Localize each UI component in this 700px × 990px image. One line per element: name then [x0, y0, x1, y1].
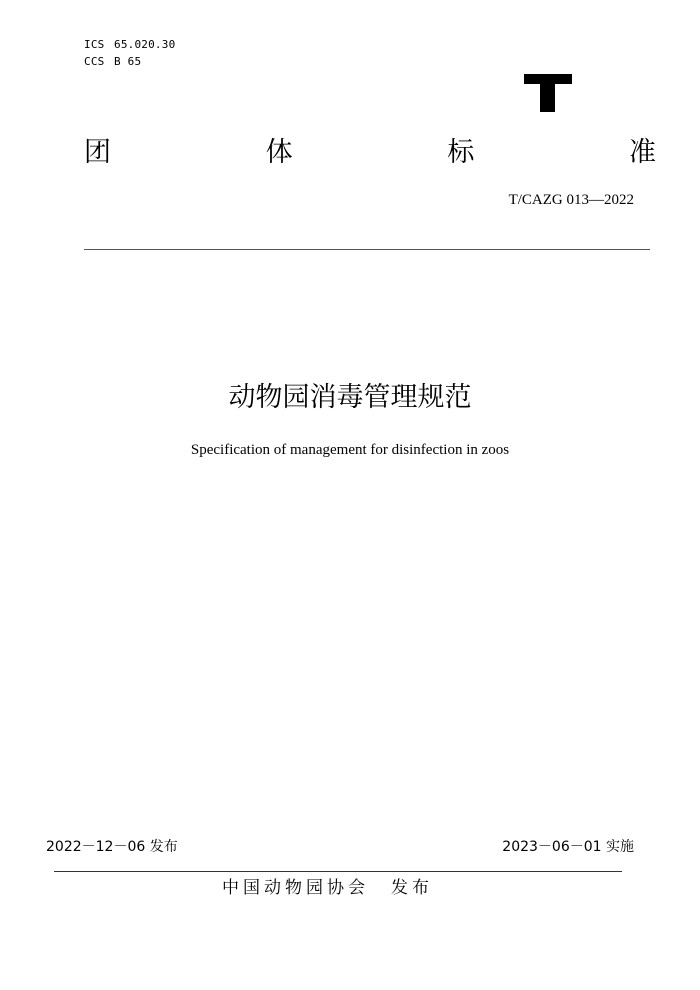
standard-type-char: 团	[84, 137, 111, 168]
standard-type-heading	[84, 136, 656, 170]
document-title-english: Specification of management for disinfection in zoos	[190, 442, 510, 458]
footer-divider	[54, 871, 622, 872]
publisher-line	[222, 876, 433, 900]
document-title-chinese: 动物园消毒管理规范	[228, 382, 472, 413]
standard-type-char: 体	[265, 137, 293, 168]
ccs-value: B 65	[114, 55, 142, 68]
standard-type-char: 准	[628, 137, 656, 168]
ccs-code	[84, 53, 175, 70]
effective-date: 2023－06－01 实施	[502, 839, 634, 855]
header-divider	[84, 249, 650, 250]
publisher-name: 中国动物园协会	[222, 878, 369, 898]
ics-label: ICS	[84, 38, 105, 51]
ics-code	[84, 36, 175, 53]
standard-type-char: 标	[447, 137, 475, 168]
standard-number: T/CAZG 013—2022	[508, 192, 634, 208]
publish-action: 发布	[391, 878, 433, 898]
group-standard-t-logo	[524, 74, 572, 112]
classification-codes	[84, 36, 175, 70]
issue-date: 2022－12－06 发布	[46, 839, 178, 855]
ccs-label: CCS	[84, 55, 105, 68]
ics-value: 65.020.30	[114, 38, 176, 51]
